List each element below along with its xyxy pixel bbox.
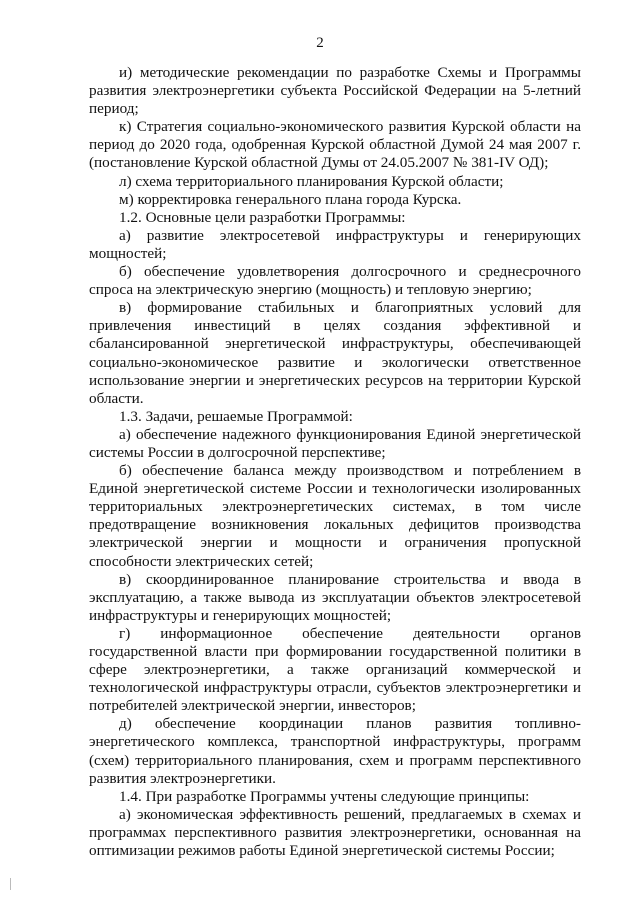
paragraph-item-k: к) Стратегия социально-экономического развития Курской области на период до 2020 года, одобренная Курской областной Думой 24 мая 2007 г. (постановление Курской областной Думы от 24.05.2007 № 381-IV ОД); — [89, 118, 581, 172]
paragraph-item-i: и) методические рекомендации по разработке Схемы и Программы развития электроэнергетики субъекта Российской Федерации на 5-летний период; — [89, 64, 581, 118]
section-heading-1-2: 1.2. Основные цели разработки Программы: — [119, 208, 406, 226]
goal-item-b: б) обеспечение удовлетворения долгосрочного и среднесрочного спроса на электрическую энергию (мощность) и тепловую энергию; — [89, 263, 581, 299]
task-item-g: г) информационное обеспечение деятельности органов государственной власти при формировании государственной политики в сфере электроэнергетики, а также организаций коммерческой и технологической инфраструктуры отрасли, субъектов электроэнергетики и потребителей электрической энергии, инвесторов; — [89, 624, 581, 715]
paragraph-item-m: м) корректировка генерального плана города Курска. — [119, 190, 462, 208]
scan-edge-mark — [10, 878, 11, 890]
task-item-a: а) обеспечение надежного функционирования Единой энергетической системы России в долгосрочной перспективе; — [89, 425, 581, 461]
goal-item-a: а) развитие электросетевой инфраструктуры и генерирующих мощностей; — [89, 226, 581, 262]
document-body — [89, 64, 581, 860]
section-heading-1-4: 1.4. При разработке Программы учтены следующие принципы: — [119, 787, 530, 805]
principle-item-a: а) экономическая эффективность решений, предлагаемых в схемах и программах перспективного развития электроэнергетики, основанная на оптимизации режимов работы Единой энергетической системы России; — [89, 805, 581, 860]
task-item-v: в) скоординированное планирование строительства и ввода в эксплуатацию, а также вывода из эксплуатации объектов электросетевой инфраструктуры и генерирующих мощностей; — [89, 570, 581, 624]
task-item-d: д) обеспечение координации планов развития топливно-энергетического комплекса, транспортной инфраструктуры, программ (схем) территориального планирования, схем и программ перспективного развития электроэнергетики. — [89, 715, 581, 787]
paragraph-item-l: л) схема территориального планирования Курской области; — [119, 172, 504, 190]
goal-item-v: в) формирование стабильных и благоприятных условий для привлечения инвестиций в целях создания эффективной и сбалансированной энергетической инфраструктуры, обеспечивающей социально-экономическое развитие и экологически ответственное использование энергии и энергетических ресурсов на территории Курской области. — [89, 299, 581, 407]
page-number: 2 — [316, 35, 324, 51]
task-item-b: б) обеспечение баланса между производством и потреблением в Единой энергетической системе России и технологически изолированных территориальных электроэнергетических системах, в том числе предотвращение возникновения локальных дефицитов производства электрической энергии и мощности и ограничения пропускной способности электрических сетей; — [89, 462, 581, 570]
section-heading-1-3: 1.3. Задачи, решаемые Программой: — [119, 407, 353, 425]
